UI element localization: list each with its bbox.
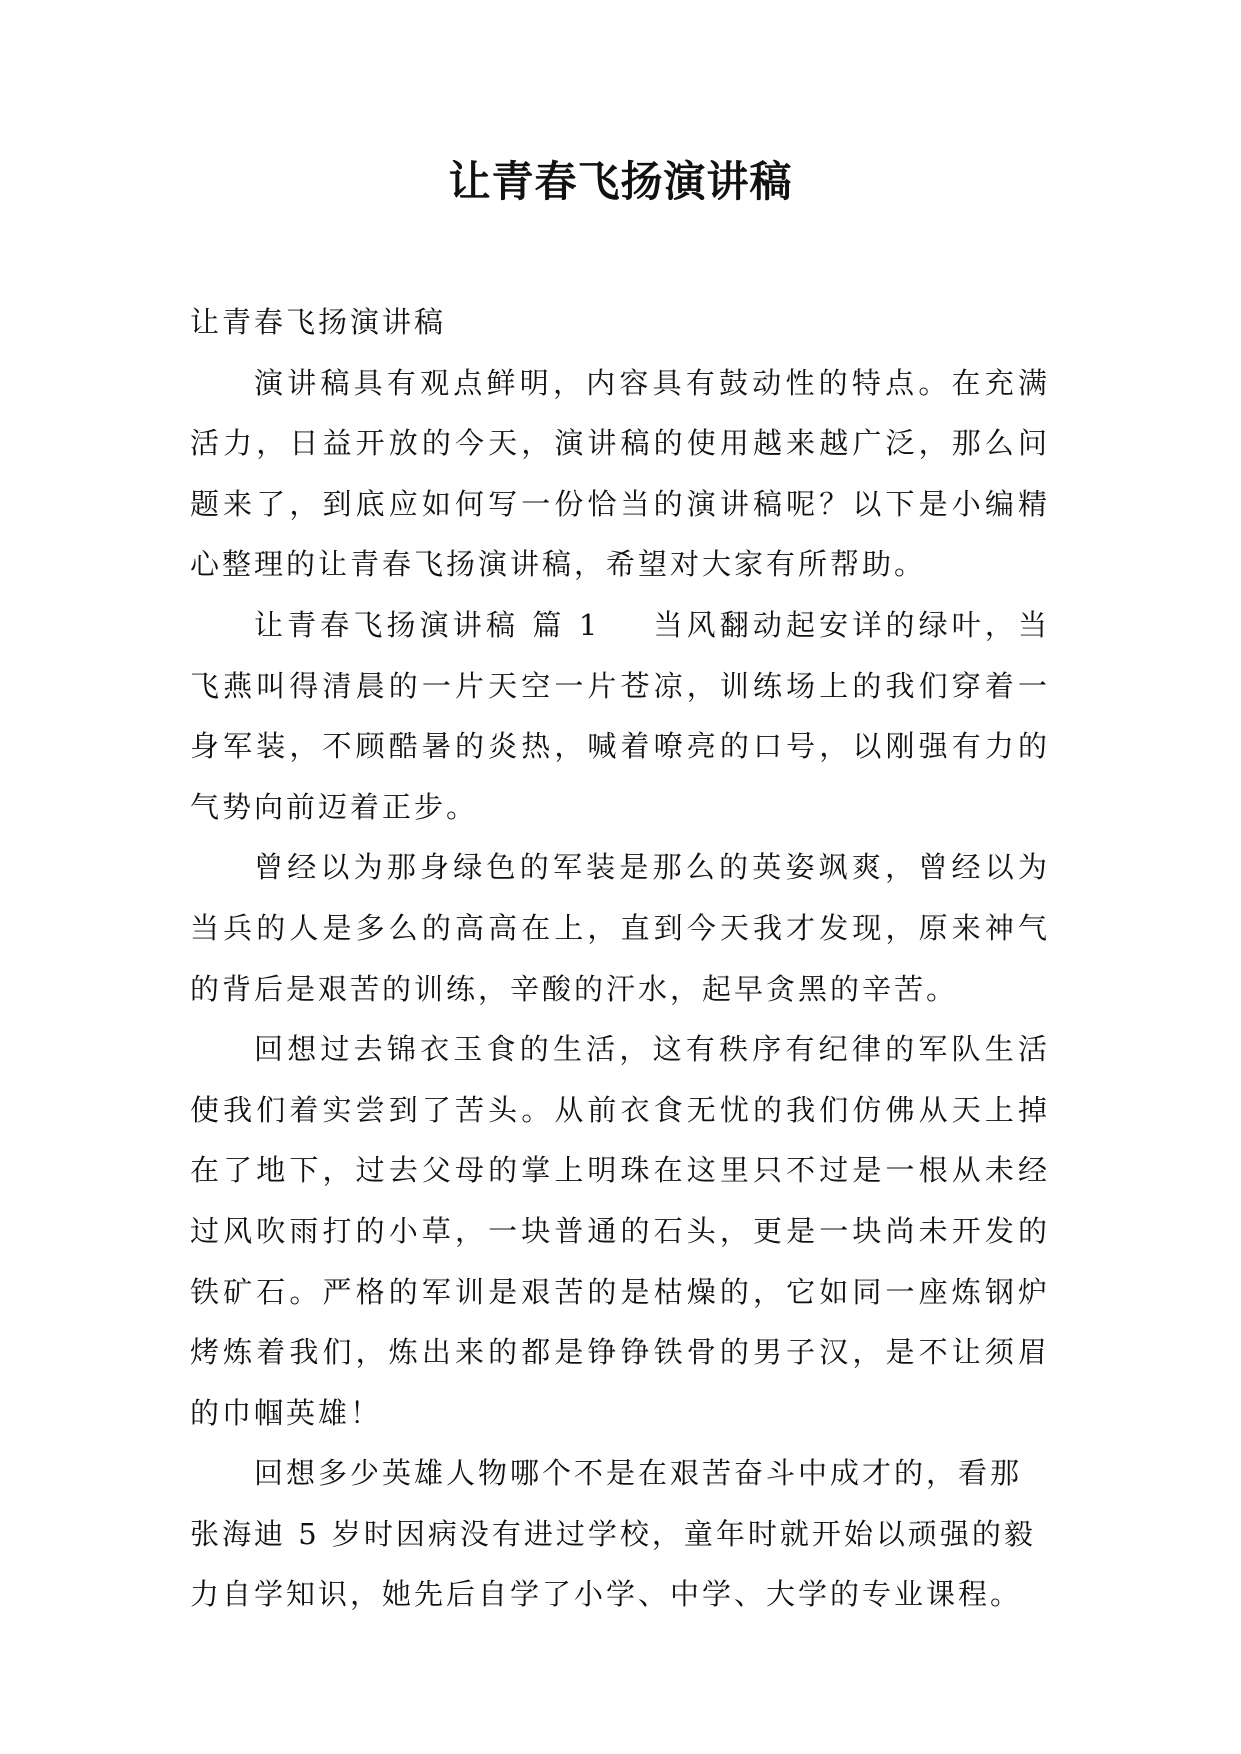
section-first-paragraph: 当风翻动起安详的绿叶，当飞燕叫得清晨的一片天空一片苍凉，训练场上的我们穿着一身军装，不顾酷暑的炎热，喊着嘹亮的口号，以刚强有力的气势向前迈着正步。 [190,607,1050,824]
body-paragraph: 回想多少英雄人物哪个不是在艰苦奋斗中成才的，看那张海迪 5 岁时因病没有进过学校，童年时就开始以顽强的毅力自学知识，她先后自学了小学、中学、大学的专业课程。 [190,1456,1036,1612]
body-paragraph: 回想过去锦衣玉食的生活，这有秩序有纪律的军队生活使我们着实尝到了苦头。从前衣食无忧的我们仿佛从天上掉在了地下，过去父母的掌上明珠在这里只不过是一根从未经过风吹雨打的小草，一块普通的石头，更是一块尚未开发的铁矿石。严格的军训是艰苦的是枯燥的，它如同一座炼钢炉烤炼着我们，炼出来的都是铮铮铁骨的男子汉，是不让须眉的巾帼英雄！ [190,1032,1050,1430]
document-body [190,292,1050,1625]
document-title: 让青春飞扬演讲稿 [448,157,793,206]
section-heading: 让青春飞扬演讲稿 篇 1 [254,607,601,642]
document-subtitle: 让青春飞扬演讲稿 [190,305,447,339]
intro-paragraph: 演讲稿具有观点鲜明，内容具有鼓动性的特点。在充满活力，日益开放的今天，演讲稿的使用越来越广泛，那么问题来了，到底应如何写一份恰当的演讲稿呢？以下是小编精心整理的让青春飞扬演讲稿，希望对大家有所帮助。 [190,365,1050,582]
body-paragraph: 曾经以为那身绿色的军装是那么的英姿飒爽，曾经以为当兵的人是多么的高高在上，直到今天我才发现，原来神气的背后是艰苦的训练，辛酸的汗水，起早贪黑的辛苦。 [190,850,1050,1006]
section-paragraph [190,595,1050,837]
